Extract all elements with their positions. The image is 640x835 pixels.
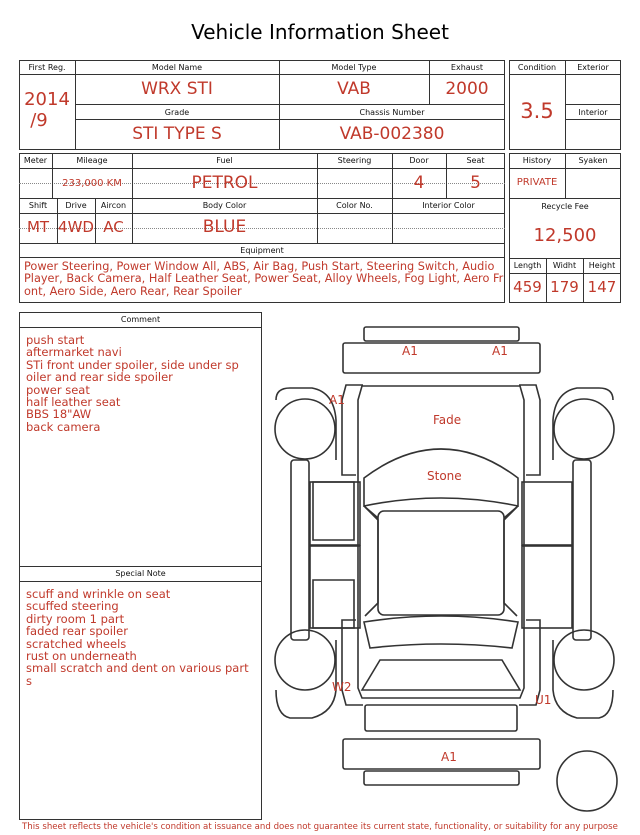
damage-mark-windshield: Stone [427, 469, 462, 483]
right-rear-wheel [554, 630, 614, 690]
body-color-label: Body Color [202, 201, 247, 210]
height-label: Height [588, 261, 616, 270]
equipment-line: ont, Aero Side, Aero Rear, Rear Spoiler [24, 284, 242, 298]
right-front-fender [519, 385, 540, 475]
condition-grade: 3.5 [520, 99, 554, 123]
first-reg-month: /9 [30, 110, 48, 131]
left-rear-skirt [276, 640, 336, 718]
recycle-fee-label: Recycle Fee [541, 202, 589, 211]
model-name: WRX STI [141, 79, 213, 99]
height-value: 147 [587, 278, 617, 296]
mileage-value: 233,000 KM [62, 178, 122, 189]
left-front-fender [342, 385, 363, 475]
right-front-wheel [554, 399, 614, 459]
comment-line: push start [26, 333, 85, 347]
damage-mark-hood: Fade [433, 413, 462, 427]
rear-window [364, 616, 518, 648]
special-note-line: rust on underneath [26, 649, 137, 664]
left-side-sill [291, 460, 309, 640]
aircon-value: AC [103, 218, 124, 236]
equipment-line: Power Steering, Power Window All, ABS, Air Bag, Push Start, Steering Switch, Audio [24, 260, 495, 273]
special-note-line: s [26, 673, 32, 688]
recycle-fee-value: 12,500 [533, 225, 597, 246]
right-glass-trim [504, 507, 517, 616]
page-title: Vehicle Information Sheet [191, 20, 449, 44]
meter-label: Meter [23, 156, 48, 165]
shift-value: MT [26, 218, 50, 236]
right-rear-door [522, 546, 572, 628]
shift-label: Shift [28, 201, 48, 210]
special-note-line: scuffed steering [26, 599, 119, 614]
interior-color-label: Interior Color [422, 201, 475, 210]
special-note-line: faded rear spoiler [26, 624, 128, 639]
aircon-label: Aircon [100, 201, 127, 210]
drive-value: 4WD [58, 218, 94, 236]
left-rear-door [310, 546, 360, 628]
damage-mark-rear-right: U1 [535, 693, 552, 707]
history-value: PRIVATE [516, 177, 558, 188]
width-label: Widht [552, 261, 577, 270]
chassis-number: VAB-002380 [339, 124, 445, 144]
roof [378, 511, 504, 615]
drive-label: Drive [65, 201, 87, 210]
right-rear-skirt [553, 640, 613, 718]
damage-mark-front-right: A1 [492, 344, 508, 358]
exhaust: 2000 [445, 79, 489, 99]
fuel-label: Fuel [216, 156, 233, 165]
mileage-label: Mileage [76, 156, 108, 165]
spare-wheel [557, 751, 617, 811]
rear-bumper-lower [364, 771, 519, 785]
interior-label: Interior [578, 108, 608, 117]
condition-label: Condition [517, 63, 557, 72]
first-reg-year: 2014 [24, 89, 70, 110]
comment-line: power seat [26, 382, 90, 397]
damage-mark-rear-left: W2 [332, 680, 352, 694]
special-note-line: scratched wheels [26, 636, 127, 651]
special-note-line: dirty room 1 part [26, 611, 125, 626]
front-bumper-lower [343, 343, 540, 373]
model-type-label: Model Type [331, 63, 377, 72]
special-note-line: small scratch and dent on various part [26, 661, 249, 676]
steering-label: Steering [337, 156, 372, 165]
history-label: History [522, 156, 552, 165]
trunk [362, 660, 520, 690]
exhaust-label: Exhaust [450, 63, 484, 72]
left-glass-trim [365, 507, 378, 616]
exterior-label: Exterior [577, 63, 609, 72]
comment-line: back camera [26, 419, 101, 434]
grade: STI TYPE S [132, 124, 222, 144]
right-front-door [522, 482, 572, 545]
car-body-outline [358, 386, 524, 698]
left-front-door [310, 482, 360, 545]
damage-mark-front-left: A1 [402, 344, 418, 358]
model-type: VAB [337, 79, 371, 99]
comment-line: aftermarket navi [26, 345, 122, 360]
width-value: 179 [550, 278, 579, 296]
special-note-label: Special Note [115, 569, 166, 578]
color-no-label: Color No. [336, 201, 373, 210]
rear-panel [365, 705, 517, 731]
seat-value: 5 [470, 173, 481, 193]
comment-line: BBS 18"AW [26, 407, 92, 422]
grade-label: Grade [164, 108, 190, 117]
equipment-line: Player, Back Camera, Half Leather Seat, Power Seat, Alloy Wheels, Fog Light, Aero Fr [24, 272, 504, 286]
comment-line: STi front under spoiler, side under sp [26, 357, 239, 372]
body-color-value: BLUE [202, 217, 247, 237]
syaken-label: Syaken [578, 156, 608, 165]
length-label: Length [513, 261, 542, 270]
left-front-wheel [275, 399, 335, 459]
first-reg-label: First Reg. [28, 63, 66, 72]
front-bumper [364, 327, 519, 341]
length-value: 459 [513, 278, 542, 296]
footer-disclaimer: This sheet reflects the vehicle's condition at issuance and does not guarantee its current state, functionality, or suitability for any purpose [22, 822, 618, 832]
equipment-label: Equipment [240, 246, 284, 255]
model-name-label: Model Name [151, 63, 203, 72]
left-front-door-glass [313, 482, 354, 540]
special-note-line: scuff and wrinkle on seat [26, 587, 171, 601]
left-rear-wheel [275, 630, 335, 690]
door-value: 4 [413, 173, 425, 193]
fuel-value: PETROL [191, 173, 258, 193]
damage-mark-rear-bumper: A1 [441, 750, 457, 764]
seat-label: Seat [466, 156, 485, 165]
damage-mark-left-fender: A1 [329, 393, 345, 407]
comment-label: Comment [120, 315, 161, 324]
door-label: Door [409, 156, 429, 165]
comment-line: oiler and rear side spoiler [26, 370, 173, 385]
comment-line: half leather seat [26, 395, 121, 410]
right-side-sill [573, 460, 591, 640]
chassis-label: Chassis Number [359, 108, 425, 117]
